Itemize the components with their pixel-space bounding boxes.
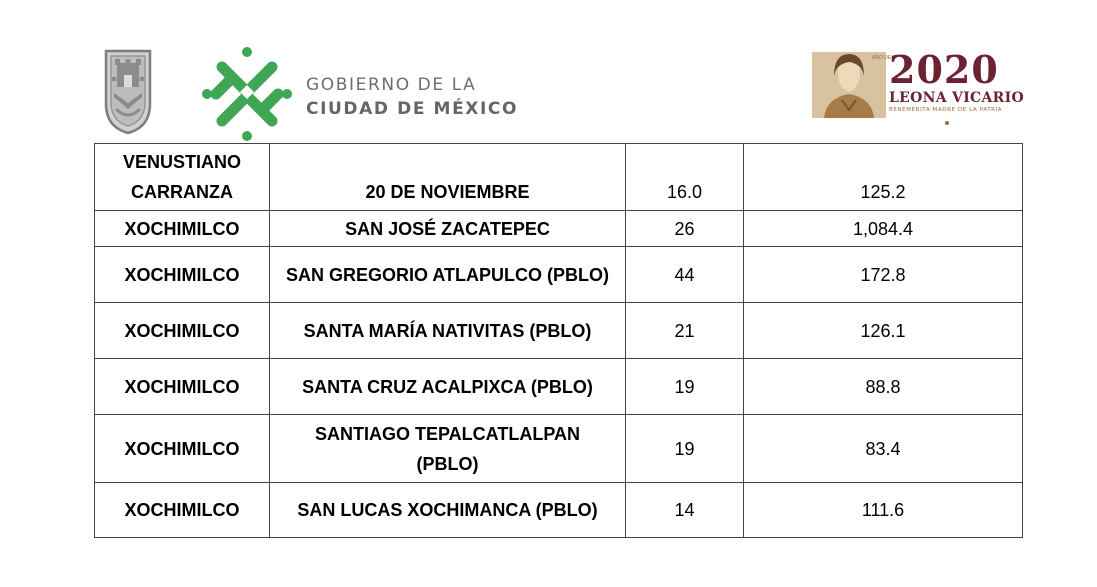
table-row (95, 483, 1023, 538)
colonia-cell (270, 415, 626, 483)
government-wordmark (306, 73, 518, 121)
alcaldia-line-1: VENUSTIANO (122, 152, 241, 172)
lv-subtitle: BENEMÉRITA MADRE DE LA PATRIA (889, 107, 1003, 113)
alcaldia-cell: XOCHIMILCO (95, 211, 270, 247)
tasa-cell: 111.6 (744, 483, 1023, 538)
gov-line-1: GOBIERNO DE LA (306, 75, 477, 95)
tasa-cell: 1,084.4 (744, 211, 1023, 247)
colonia-cell: SAN JOSÉ ZACATEPEC (270, 211, 626, 247)
table-row (95, 415, 1023, 483)
alcaldia-cell: XOCHIMILCO (95, 247, 270, 303)
table-row (95, 359, 1023, 415)
alcaldia-cell: XOCHIMILCO (95, 483, 270, 538)
data-table (94, 143, 1023, 538)
colonia-cell: SAN GREGORIO ATLAPULCO (PBLO) (270, 247, 626, 303)
casos-cell: 14 (626, 483, 744, 538)
casos-cell: 19 (626, 359, 744, 415)
table-row (95, 247, 1023, 303)
tasa-cell: 88.8 (744, 359, 1023, 415)
leona-vicario-portrait (812, 52, 886, 118)
casos-cell: 16.0 (626, 144, 744, 211)
colonia-cell: SANTA MARÍA NATIVITAS (PBLO) (270, 303, 626, 359)
lv-small-text: AÑO DE (872, 55, 892, 61)
alcaldia-cell: XOCHIMILCO (95, 415, 270, 483)
document-header (0, 0, 1097, 145)
cdmx-shield-logo (104, 49, 152, 135)
colonia-line-1: SANTIAGO TEPALCATLALPAN (315, 423, 580, 444)
table-row (95, 303, 1023, 359)
cdmx-knot-logo (202, 45, 292, 143)
casos-cell: 19 (626, 415, 744, 483)
tasa-cell: 172.8 (744, 247, 1023, 303)
alcaldia-line-2: CARRANZA (131, 182, 233, 202)
tasa-cell: 83.4 (744, 415, 1023, 483)
table-row (95, 144, 1023, 211)
alcaldia-cell: XOCHIMILCO (95, 359, 270, 415)
alcaldia-cell: XOCHIMILCO (95, 303, 270, 359)
casos-cell: 44 (626, 247, 744, 303)
casos-cell: 21 (626, 303, 744, 359)
colonia-line-2: (PBLO) (416, 453, 479, 474)
colonia-cell: 20 DE NOVIEMBRE (270, 144, 626, 211)
lv-name: LEONA VICARIO (889, 90, 1024, 106)
casos-cell: 26 (626, 211, 744, 247)
tasa-cell: 126.1 (744, 303, 1023, 359)
gov-line-2: CIUDAD DE MÉXICO (306, 99, 519, 119)
colonia-cell: SAN LUCAS XOCHIMANCA (PBLO) (270, 483, 626, 538)
lv-ornament (942, 120, 952, 126)
colonia-cell: SANTA CRUZ ACALPIXCA (PBLO) (270, 359, 626, 415)
alcaldia-cell (95, 144, 270, 211)
tasa-cell: 125.2 (744, 144, 1023, 211)
table-row (95, 211, 1023, 247)
lv-year: 2020 (889, 47, 999, 92)
